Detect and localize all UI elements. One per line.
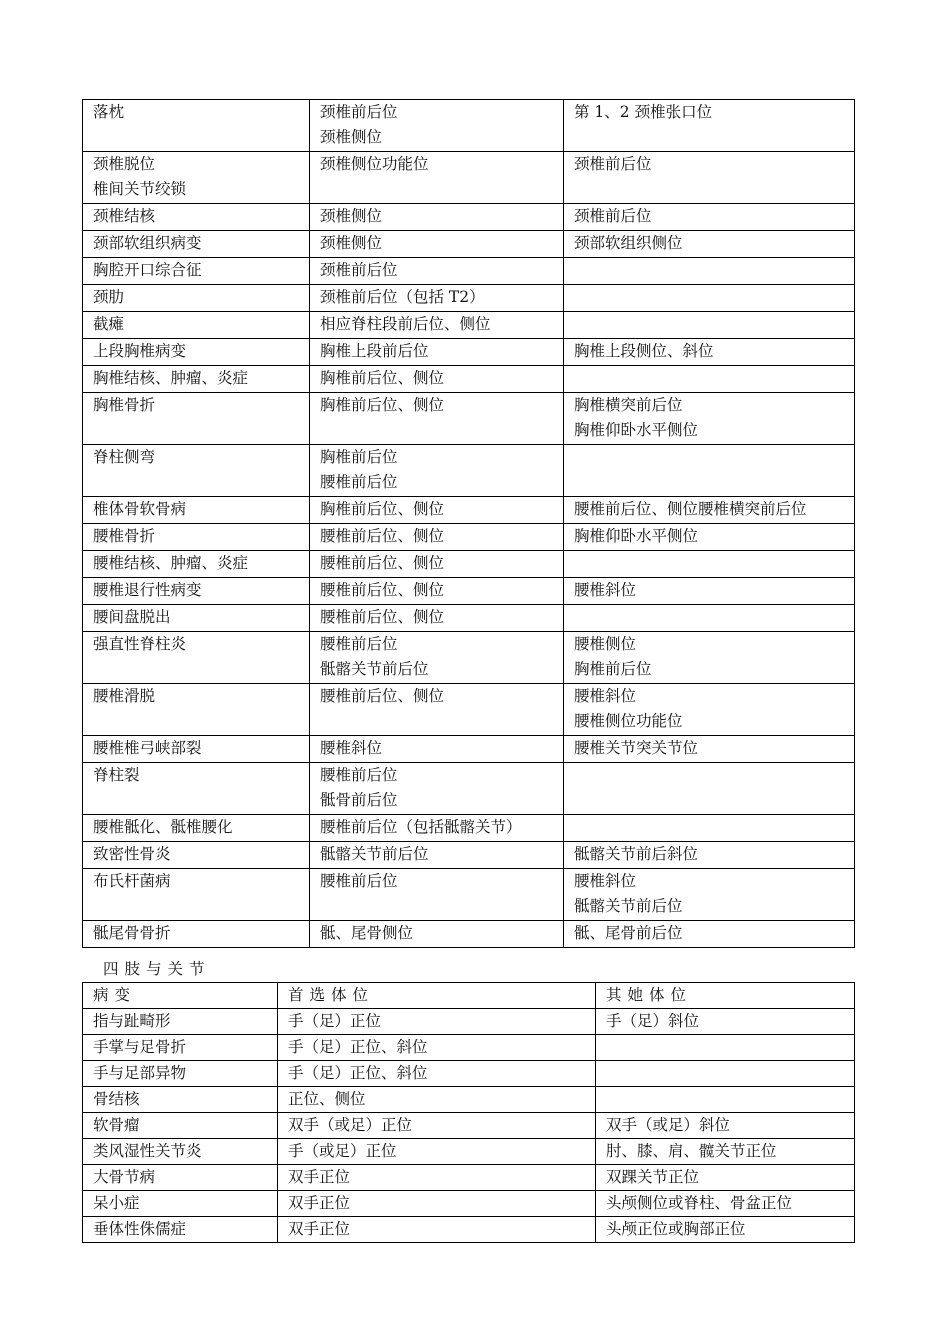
table-row [83, 1009, 855, 1035]
disease-cell [83, 497, 310, 524]
cell-line: 胸椎横突前后位 [574, 396, 683, 414]
primary-position-cell [310, 842, 564, 869]
disease-cell [83, 684, 310, 736]
other-position-cell [564, 204, 855, 231]
table-row [83, 632, 855, 684]
disease-cell: 类风湿性关节炎 [83, 1139, 278, 1165]
primary-position-cell [310, 204, 564, 231]
cell-line: 颈部软组织病变 [93, 234, 202, 252]
disease-cell: 大骨节病 [83, 1165, 278, 1191]
primary-position-cell [310, 100, 564, 152]
cell-line: 腰椎侧位功能位 [574, 712, 683, 730]
primary-position-cell [310, 393, 564, 445]
cell-line: 腰椎前后位、侧位 [320, 608, 445, 626]
header-primary-position: 首选体位 [278, 983, 596, 1009]
other-position-cell [564, 339, 855, 366]
primary-position-cell [310, 551, 564, 578]
primary-position-cell [310, 524, 564, 551]
table-row [83, 578, 855, 605]
other-position-cell [596, 1035, 855, 1061]
primary-position-cell [310, 312, 564, 339]
primary-position-cell [310, 258, 564, 285]
disease-cell [83, 842, 310, 869]
other-position-cell [564, 445, 855, 497]
cell-line: 落枕 [93, 103, 125, 121]
primary-position-cell [310, 152, 564, 204]
other-position-cell: 头颅正位或胸部正位 [596, 1217, 855, 1243]
cell-line: 腰椎前后位（包括骶髂关节） [320, 818, 522, 836]
cell-line: 布氏杆菌病 [93, 872, 171, 890]
other-position-cell [564, 312, 855, 339]
cell-line: 骶髂关节前后斜位 [574, 845, 699, 863]
table-row [83, 258, 855, 285]
disease-cell: 骨结核 [83, 1087, 278, 1113]
cell-line: 颈椎脱位 [93, 155, 156, 173]
cell-line: 截瘫 [93, 315, 125, 333]
cell-line: 强直性脊柱炎 [93, 635, 187, 653]
primary-position-cell [310, 921, 564, 948]
cell-line: 腰椎前后位、侧位 [320, 554, 445, 572]
cell-line: 腰椎前后位 [320, 872, 398, 890]
table-row [83, 524, 855, 551]
cell-line: 胸椎前后位、侧位 [320, 396, 445, 414]
cell-line: 腰椎骨折 [93, 527, 156, 545]
limb-joint-positioning-table [82, 982, 855, 1243]
other-position-cell [564, 842, 855, 869]
cell-line: 颈椎前后位 [320, 261, 398, 279]
disease-cell: 手掌与足骨折 [83, 1035, 278, 1061]
primary-position-cell [310, 684, 564, 736]
primary-position-cell [310, 632, 564, 684]
disease-cell [83, 312, 310, 339]
cell-line: 致密性骨炎 [93, 845, 171, 863]
table-row [83, 842, 855, 869]
disease-cell [83, 366, 310, 393]
table-row [83, 1191, 855, 1217]
cell-line: 颈椎前后位 [574, 155, 652, 173]
table-row [83, 763, 855, 815]
cell-line: 骶尾骨骨折 [93, 924, 171, 942]
primary-position-cell [310, 285, 564, 312]
cell-line: 脊柱侧弯 [93, 448, 156, 466]
cell-line: 第 1、2 颈椎张口位 [574, 103, 713, 121]
cell-line: 胸椎仰卧水平侧位 [574, 527, 699, 545]
table-row [83, 1139, 855, 1165]
cell-line: 腰椎斜位 [574, 872, 637, 890]
cell-line: 腰椎侧位 [574, 635, 637, 653]
primary-position-cell [310, 736, 564, 763]
table-header-row [83, 983, 855, 1009]
cell-line: 胸椎前后位、侧位 [320, 369, 445, 387]
cell-line: 颈椎结核 [93, 207, 156, 225]
primary-position-cell [310, 605, 564, 632]
cell-line: 腰椎前后位 [320, 766, 398, 784]
other-position-cell: 手（足）斜位 [596, 1009, 855, 1035]
cell-line: 骶髂关节前后位 [320, 845, 429, 863]
table-row [83, 100, 855, 152]
cell-line: 腰椎椎弓峡部裂 [93, 739, 202, 757]
cell-line: 脊柱裂 [93, 766, 140, 784]
table-row [83, 1113, 855, 1139]
other-position-cell [564, 393, 855, 445]
cell-line: 腰椎前后位、侧位 [320, 687, 445, 705]
disease-cell [83, 921, 310, 948]
cell-line: 骶髂关节前后位 [320, 660, 429, 678]
table-row [83, 393, 855, 445]
cell-line: 颈部软组织侧位 [574, 234, 683, 252]
disease-cell: 呆小症 [83, 1191, 278, 1217]
primary-position-cell [310, 869, 564, 921]
other-position-cell [564, 578, 855, 605]
cell-line: 腰椎前后位 [320, 473, 398, 491]
other-position-cell [564, 763, 855, 815]
cell-line: 胸椎仰卧水平侧位 [574, 421, 699, 439]
other-position-cell [564, 551, 855, 578]
cell-line: 腰椎滑脱 [93, 687, 156, 705]
cell-line: 颈椎前后位 [574, 207, 652, 225]
other-position-cell [564, 497, 855, 524]
disease-cell [83, 632, 310, 684]
other-position-cell [564, 632, 855, 684]
disease-cell [83, 285, 310, 312]
cell-line: 腰椎斜位 [320, 739, 383, 757]
cell-line: 颈椎前后位 [320, 103, 398, 121]
cell-line: 胸椎结核、肿瘤、炎症 [93, 369, 249, 387]
primary-position-cell: 双手（或足）正位 [278, 1113, 596, 1139]
cell-line: 胸椎前后位、侧位 [320, 500, 445, 518]
table-row [83, 231, 855, 258]
disease-cell [83, 204, 310, 231]
cell-line: 椎体骨软骨病 [93, 500, 187, 518]
other-position-cell [564, 366, 855, 393]
disease-cell [83, 258, 310, 285]
primary-position-cell: 手（或足）正位 [278, 1139, 596, 1165]
other-position-cell [564, 285, 855, 312]
disease-cell [83, 605, 310, 632]
cell-line: 骶、尾骨侧位 [320, 924, 414, 942]
primary-position-cell [310, 763, 564, 815]
other-position-cell [564, 231, 855, 258]
cell-line: 腰椎关节突关节位 [574, 739, 699, 757]
other-position-cell: 双手（或足）斜位 [596, 1113, 855, 1139]
table-row [83, 1061, 855, 1087]
other-position-cell [564, 869, 855, 921]
cell-line: 腰椎前后位、侧位 [320, 581, 445, 599]
disease-cell [83, 339, 310, 366]
disease-cell [83, 100, 310, 152]
cell-line: 腰椎骶化、骶椎腰化 [93, 818, 233, 836]
cell-line: 胸椎骨折 [93, 396, 156, 414]
table-row [83, 339, 855, 366]
primary-position-cell: 手（足）正位、斜位 [278, 1035, 596, 1061]
cell-line: 椎间关节绞锁 [93, 180, 187, 198]
other-position-cell [564, 684, 855, 736]
other-position-cell: 双踝关节正位 [596, 1165, 855, 1191]
primary-position-cell: 双手正位 [278, 1217, 596, 1243]
disease-cell [83, 445, 310, 497]
section-title-limbs: 四肢与关节 [103, 960, 211, 978]
disease-cell: 指与趾畸形 [83, 1009, 278, 1035]
table-row [83, 1217, 855, 1243]
primary-position-cell: 手（足）正位 [278, 1009, 596, 1035]
primary-position-cell: 手（足）正位、斜位 [278, 1061, 596, 1087]
other-position-cell [564, 100, 855, 152]
disease-cell [83, 551, 310, 578]
header-disease: 病变 [83, 983, 278, 1009]
cell-line: 相应脊柱段前后位、侧位 [320, 315, 491, 333]
table-row [83, 551, 855, 578]
disease-cell [83, 393, 310, 445]
table-row [83, 736, 855, 763]
disease-cell [83, 231, 310, 258]
primary-position-cell: 双手正位 [278, 1191, 596, 1217]
table-row [83, 312, 855, 339]
disease-cell [83, 152, 310, 204]
disease-cell [83, 736, 310, 763]
primary-position-cell: 正位、侧位 [278, 1087, 596, 1113]
primary-position-cell [310, 497, 564, 524]
table-row [83, 869, 855, 921]
table-row [83, 152, 855, 204]
header-other-position: 其她体位 [596, 983, 855, 1009]
table-row [83, 285, 855, 312]
cell-line: 骶骨前后位 [320, 791, 398, 809]
cell-line: 胸椎前后位 [574, 660, 652, 678]
table-row [83, 204, 855, 231]
table-row [83, 605, 855, 632]
other-position-cell [596, 1061, 855, 1087]
primary-position-cell [310, 231, 564, 258]
disease-cell [83, 524, 310, 551]
cell-line: 腰椎斜位 [574, 581, 637, 599]
cell-line: 颈椎侧位 [320, 234, 383, 252]
cell-line: 颈椎侧位 [320, 207, 383, 225]
other-position-cell [564, 605, 855, 632]
other-position-cell [564, 258, 855, 285]
other-position-cell: 肘、膝、肩、髋关节正位 [596, 1139, 855, 1165]
other-position-cell [564, 524, 855, 551]
cell-line: 颈椎侧位 [320, 128, 383, 146]
cell-line: 颈椎前后位（包括 T2） [320, 288, 485, 306]
table-row [83, 1087, 855, 1113]
cell-line: 颈椎侧位功能位 [320, 155, 429, 173]
other-position-cell [564, 815, 855, 842]
table-row [83, 921, 855, 948]
cell-line: 腰椎前后位、侧位 [320, 527, 445, 545]
primary-position-cell [310, 366, 564, 393]
spine-positioning-table [82, 99, 855, 948]
other-position-cell [564, 736, 855, 763]
table-row [83, 1035, 855, 1061]
disease-cell: 垂体性侏儒症 [83, 1217, 278, 1243]
cell-line: 骶、尾骨前后位 [574, 924, 683, 942]
disease-cell [83, 869, 310, 921]
table-row [83, 1165, 855, 1191]
table-row [83, 445, 855, 497]
primary-position-cell: 双手正位 [278, 1165, 596, 1191]
cell-line: 腰椎前后位 [320, 635, 398, 653]
cell-line: 腰椎斜位 [574, 687, 637, 705]
disease-cell [83, 578, 310, 605]
disease-cell [83, 763, 310, 815]
other-position-cell [564, 921, 855, 948]
cell-line: 胸椎上段前后位 [320, 342, 429, 360]
disease-cell [83, 815, 310, 842]
other-position-cell [596, 1087, 855, 1113]
cell-line: 颈肋 [93, 288, 125, 306]
cell-line: 腰椎退行性病变 [93, 581, 202, 599]
table-row [83, 497, 855, 524]
cell-line: 腰间盘脱出 [93, 608, 171, 626]
disease-cell: 手与足部异物 [83, 1061, 278, 1087]
cell-line: 骶髂关节前后位 [574, 897, 683, 915]
cell-line: 胸腔开口综合征 [93, 261, 202, 279]
table-row [83, 366, 855, 393]
primary-position-cell [310, 445, 564, 497]
cell-line: 腰椎前后位、侧位腰椎横突前后位 [574, 500, 807, 518]
table-row [83, 684, 855, 736]
cell-line: 上段胸椎病变 [93, 342, 187, 360]
primary-position-cell [310, 815, 564, 842]
primary-position-cell [310, 339, 564, 366]
disease-cell: 软骨瘤 [83, 1113, 278, 1139]
cell-line: 胸椎前后位 [320, 448, 398, 466]
cell-line: 腰椎结核、肿瘤、炎症 [93, 554, 249, 572]
other-position-cell [564, 152, 855, 204]
table-row [83, 815, 855, 842]
other-position-cell: 头颅侧位或脊柱、骨盆正位 [596, 1191, 855, 1217]
cell-line: 胸椎上段侧位、斜位 [574, 342, 714, 360]
primary-position-cell [310, 578, 564, 605]
